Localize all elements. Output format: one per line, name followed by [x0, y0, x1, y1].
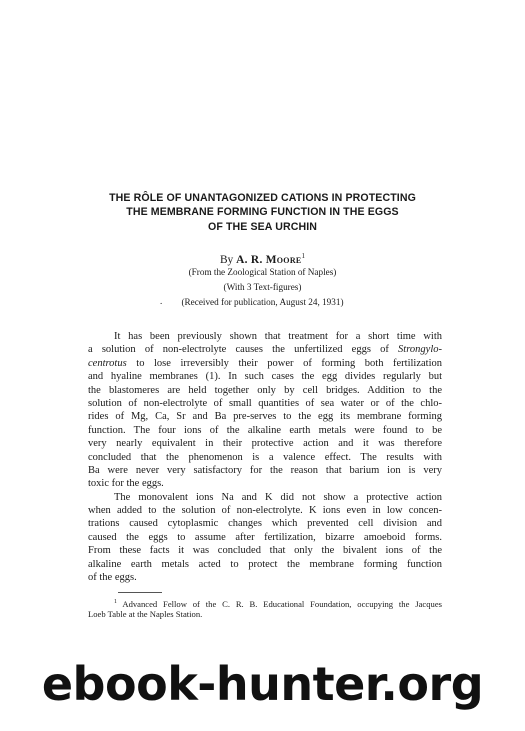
body-line: trations caused cytoplasmic changes which prevented cell division and: [88, 518, 442, 530]
body-line: function. The four ions of the alkaline earth metals were found to be: [88, 424, 442, 436]
watermark-logo: ebook-hunter.org: [41, 657, 484, 711]
author-footnote-mark: 1: [301, 252, 306, 260]
received-date: (Received for publication, August 24, 1931): [181, 297, 344, 307]
body-line: rides of Mg, Ca, Sr and Ba pre-serves to the egg its membrane forming: [88, 411, 442, 423]
body-line: and hyaline membranes (1). In such cases the egg divides regularly but: [88, 371, 442, 383]
footnote: [88, 597, 442, 620]
species-name: centrotus: [88, 357, 127, 369]
affiliation: (From the Zoological Station of Naples): [188, 267, 337, 277]
body-line: when added to the solution of non-electrolyte. K ions even in low concen-: [88, 505, 442, 517]
byline: [0, 249, 525, 267]
body-line: From these facts it was concluded that only the bivalent ions of the: [88, 545, 442, 557]
body-line: caused the eggs to assume after fertilization, bizarre amoeboid forms.: [88, 531, 442, 543]
footnote-divider: [118, 592, 162, 593]
body-line: toxic for the eggs.: [88, 478, 164, 490]
stray-mark: .: [160, 296, 163, 306]
article-body: [88, 330, 442, 584]
article-title: [60, 191, 465, 234]
body-line: the blastomeres are held together only by cell bridges. Addition to the: [88, 384, 442, 396]
body-line: It has been previously shown that treatment for a short time with: [114, 331, 442, 342]
body-line: concluded that the phenomenon is a valence effect. The results with: [88, 451, 442, 463]
species-name: Strongylo-: [398, 344, 442, 356]
title-line: THE RÔLE OF UNANTAGONIZED CATIONS IN PROTECTING: [109, 192, 416, 204]
body-line: centrotus to lose irreversibly their power of forming both fertilization: [88, 357, 442, 369]
body-line: Ba were never very satisfactory for the reason that barium ion is very: [88, 464, 442, 476]
footnote-line: Loeb Table at the Naples Station.: [88, 608, 203, 619]
body-line: alkaline earth metals acted to protect the membrane forming function: [88, 558, 442, 570]
title-line: THE MEMBRANE FORMING FUNCTION IN THE EGGS: [126, 206, 399, 219]
byline-prefix: By: [219, 253, 234, 266]
body-line: a solution of non-electrolyte causes the unfertilized eggs of Strongylo-: [88, 344, 442, 356]
footnote-line: $^1$ Advanced Fellow of the C. R. B. Educational Foundation, occupying the Jacques: [114, 598, 442, 609]
body-line: solution of non-electrolyte of small quantities of sea water or of the chlo-: [88, 397, 442, 409]
title-line: OF THE SEA URCHIN: [207, 220, 317, 233]
footnote-mark: 1: [114, 599, 117, 605]
body-line: of the eggs.: [88, 572, 137, 584]
body-line: very nearly equivalent in their protective action and it was therefore: [88, 438, 442, 450]
author-name: A. R. Moore: [236, 253, 302, 266]
body-line: The monovalent ions Na and K did not show a protective action: [114, 491, 442, 503]
figures-note: (With 3 Text-figures): [223, 282, 302, 292]
